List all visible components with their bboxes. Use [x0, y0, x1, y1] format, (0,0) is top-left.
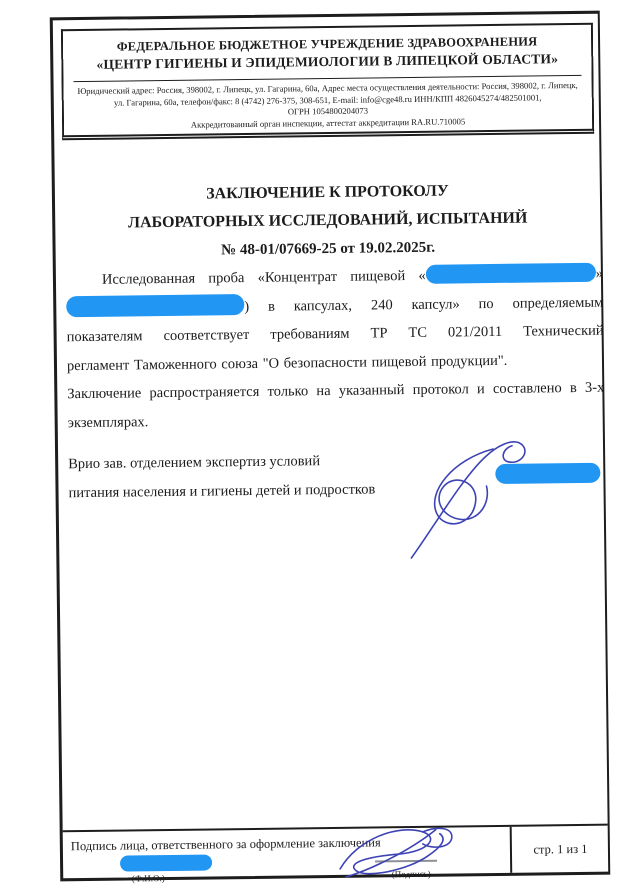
title-line1: ЗАКЛЮЧЕНИЕ К ПРОТОКОЛУ: [206, 182, 449, 203]
org-name-line2: «ЦЕНТР ГИГИЕНЫ И ЭПИДЕМИОЛОГИИ В ЛИПЕЦКОЙ ОБЛАСТИ»: [96, 51, 559, 72]
document-title: [55, 176, 601, 267]
footer-signature-scribble-icon: [328, 817, 459, 885]
title-protocol-number: № 48-01/07669-25 от 19.02.2025г.: [220, 239, 436, 259]
document-page: [50, 11, 611, 882]
body-line-3: показателям соответствует требованиям ТР ТС 021/2011 Технический: [66, 322, 604, 346]
body-line2-text: ) в капсулах, 240 капсул» по определяемым: [244, 294, 604, 315]
org-address-line1: Юридический адрес: Россия, 398002, г. Липецк, ул. Гагарина, 60а, Адрес места осуществления деятельности: Россия, 398002, г. Липецк,: [77, 79, 578, 97]
body-line-6: экземплярах.: [67, 414, 149, 432]
fio-caption: (Ф.И.О.): [131, 873, 165, 884]
page-number: стр. 1 из 1: [533, 841, 588, 857]
org-name-line1: ФЕДЕРАЛЬНОЕ БЮДЖЕТНОЕ УЧРЕЖДЕНИЕ ЗДРАВООХРАНЕНИЯ: [116, 34, 538, 54]
signer-title-line2: питания населения и гигиены детей и подростков: [68, 480, 376, 501]
org-accreditation-line: Аккредитованный орган инспекции, аттестат аккредитации RA.RU.710005: [190, 115, 466, 130]
org-address-line2: ул. Гагарина, 60а, телефон/факс: 8 (4742) 276-375, 308-651, E-mail: info@cge48.ru ИНН/КПП 4826045274/482501001,: [113, 91, 542, 108]
body-line-4: регламент Таможенного союза "О безопасности пищевой продукции".: [66, 352, 508, 374]
body-line1-text: Исследованная проба «Концентрат пищевой «: [101, 267, 426, 288]
redaction-box-product-name: [426, 263, 596, 284]
signature-caption: (Подпись): [391, 868, 431, 880]
redaction-box-product-detail: [66, 294, 244, 317]
title-line2: ЛАБОРАТОРНЫХ ИССЛЕДОВАНИЙ, ИСПЫТАНИЙ: [127, 209, 528, 232]
redaction-box-fio: [120, 854, 212, 871]
letterhead-box: [61, 23, 594, 140]
org-ogrn-line: ОГРН 1054800204073: [287, 105, 369, 117]
signer-title-block: [68, 446, 375, 507]
body-paragraph: [66, 260, 605, 438]
signer-title-line1: Врио зав. отделением экспертиз условий: [68, 453, 321, 473]
signature-scribble-icon: [398, 430, 580, 577]
body-line1-close: »: [595, 265, 604, 282]
body-line-5: Заключение распространяется только на указанный протокол и составлено в 3-х: [67, 380, 605, 403]
footer-responsible-label: Подпись лица, ответственного за оформление заключения: [70, 835, 381, 854]
footer-table: [63, 824, 609, 884]
